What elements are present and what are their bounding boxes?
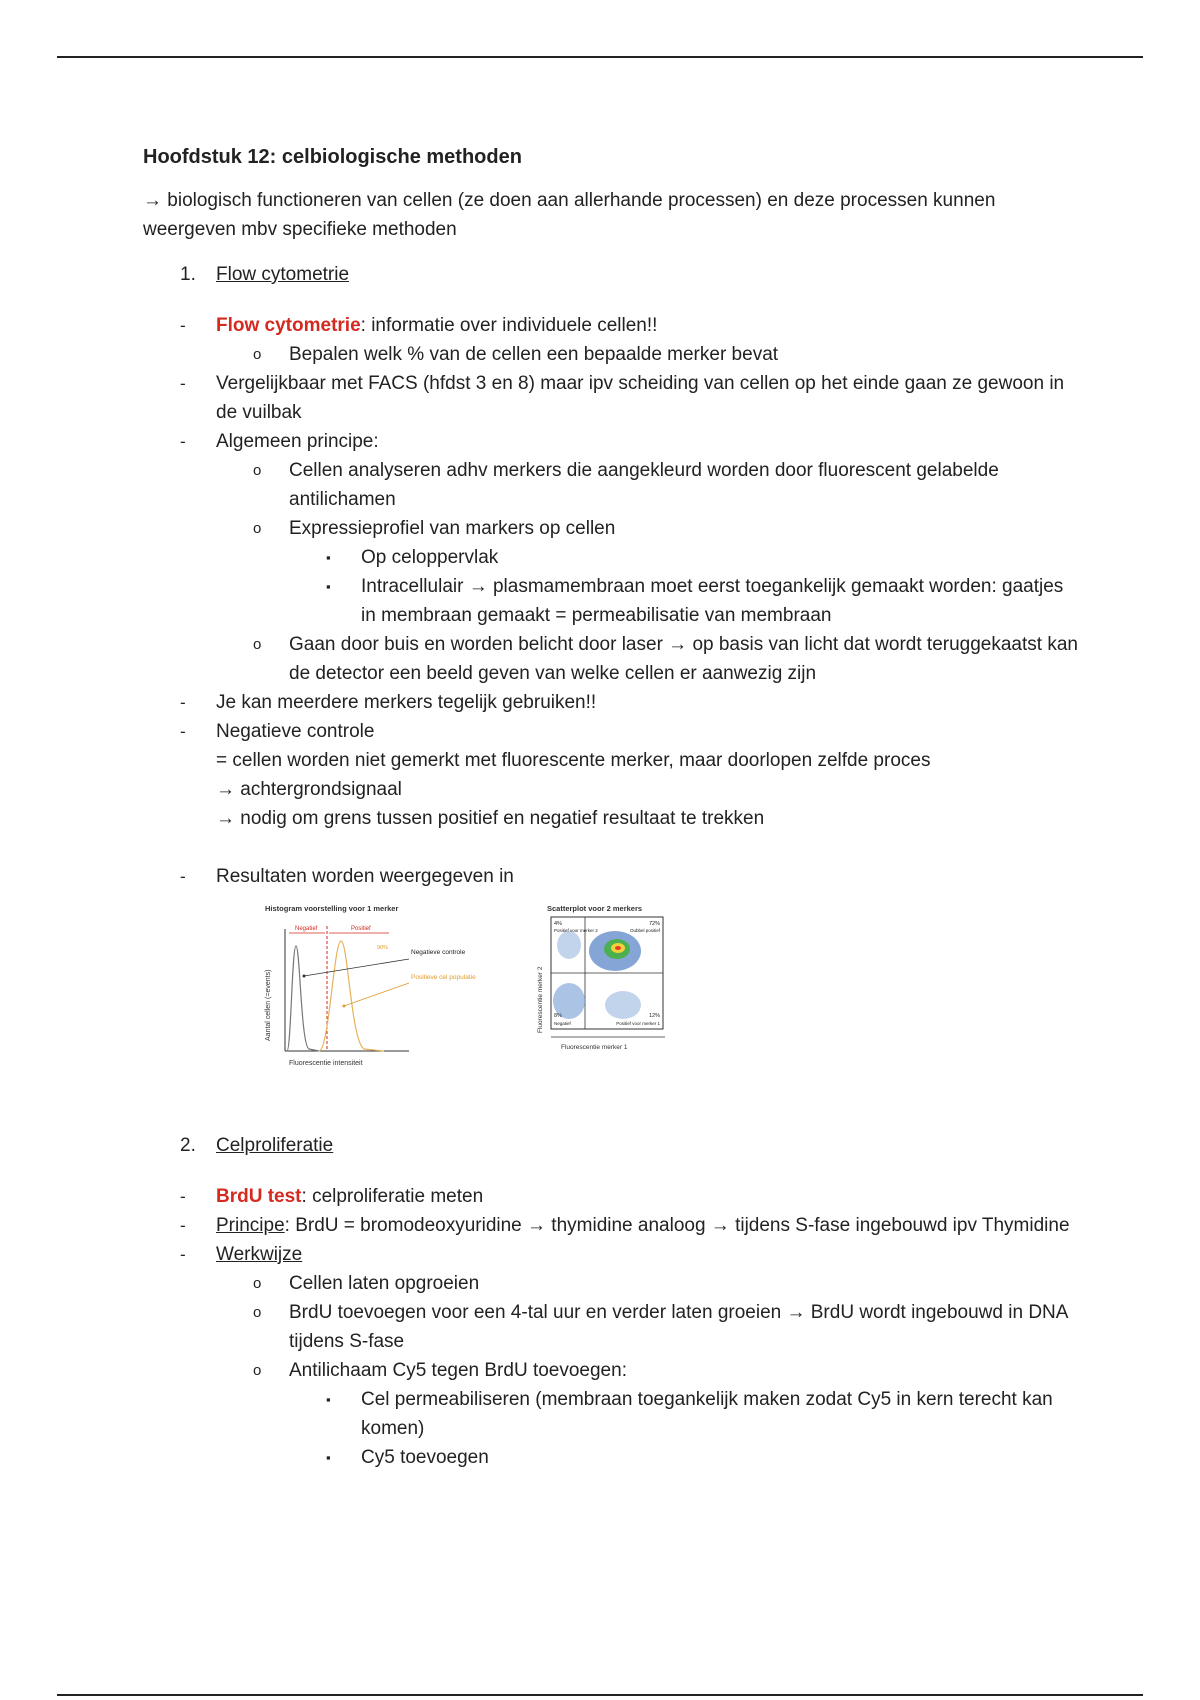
section-2-list [143, 1182, 1083, 1472]
list-item [143, 427, 1083, 456]
list-item-text: Cellen laten opgroeien [289, 1273, 480, 1294]
page-bottom-rule [57, 1694, 1143, 1696]
dash-marker: - [180, 1216, 186, 1235]
list-item-text: Negatieve controle [216, 721, 375, 742]
scatter-q-tl-pct: 4% [554, 921, 562, 927]
list-item-text: : BrdU = bromodeoxyuridine → thymidine analoog → tijdens S-fase ingebouwd ipv Thymidine [284, 1215, 1070, 1236]
section-1-title: Flow cytometrie [216, 264, 350, 285]
list-item [143, 1269, 1083, 1298]
dash-marker: - [180, 316, 186, 335]
histogram-label-pos-populatie: Positieve cel populatie [411, 974, 476, 981]
dash-marker: - [180, 722, 186, 741]
histogram-label-neg-controle: Negatieve controle [411, 949, 466, 956]
histogram-xlabel: Fluorescentie intensiteit [289, 1060, 363, 1067]
term-principe: Principe [216, 1215, 285, 1236]
list-item [143, 1211, 1083, 1240]
flow-cytometry-figures [143, 901, 1083, 1109]
circle-marker: o [253, 462, 262, 479]
cloud-merker-1 [605, 991, 641, 1019]
circle-marker: o [253, 346, 262, 363]
section-2-heading [143, 1131, 1083, 1160]
scatter-q-br-label: Positief voor merker 1 [616, 1021, 660, 1026]
list-item-text: Gaan door buis en worden belicht door laser → op basis van licht dat wordt teruggekaatst kan de detector een beeld geven van welke cellen er aanwezig zijn [289, 634, 1078, 684]
list-item [143, 514, 1083, 543]
dash-marker: - [180, 693, 186, 712]
list-item-text: Algemeen principe: [216, 431, 379, 452]
section-1-list [143, 311, 1083, 891]
list-item-text: Resultaten worden weergegeven in [216, 866, 514, 887]
list-item-text: Expressieprofiel van markers op cellen [289, 518, 616, 539]
arrow-dot [343, 1005, 346, 1008]
chapter-heading: Hoofdstuk 12: celbiologische methoden [143, 146, 522, 168]
dash-marker: - [180, 1187, 186, 1206]
list-item-text: Je kan meerdere merkers tegelijk gebruiken!! [216, 692, 597, 713]
square-marker: ▪ [326, 579, 331, 594]
section-1-number: 1. [180, 264, 196, 285]
list-item [143, 1385, 1083, 1443]
list-item [143, 369, 1083, 427]
scatter-q-br-pct: 12% [648, 1013, 660, 1019]
cloud-merker-2 [557, 931, 581, 959]
dash-marker: - [180, 374, 186, 393]
section-1-heading [143, 260, 1083, 289]
list-item [143, 340, 1083, 369]
term-flow-cytometrie: Flow cytometrie [216, 315, 361, 336]
dash-marker: - [180, 432, 186, 451]
arrow-positive-population [344, 983, 409, 1006]
square-marker: ▪ [326, 550, 331, 565]
list-item [143, 717, 1083, 833]
list-item-text: Cy5 toevoegen [361, 1447, 489, 1468]
term-werkwijze: Werkwijze [216, 1244, 303, 1265]
list-item [143, 1240, 1083, 1269]
circle-marker: o [253, 1362, 262, 1379]
circle-marker: o [253, 1304, 262, 1321]
histogram-label-negatief: Negatief [295, 926, 318, 932]
histogram-label-pct: 90% [377, 945, 389, 951]
list-item [143, 688, 1083, 717]
list-item-text: → achtergrondsignaal [216, 779, 402, 800]
list-item-text: : celproliferatie meten [301, 1186, 484, 1207]
circle-marker: o [253, 636, 262, 653]
list-item [143, 311, 1083, 340]
list-item [143, 543, 1083, 572]
section-2-title: Celproliferatie [216, 1135, 334, 1156]
scatter-q-bl-label: Negatief [554, 1021, 571, 1026]
list-item-text: Intracellulair → plasmamembraan moet eerst toegankelijk gemaakt worden: gaatjes in membraan gemaakt = permeabilisatie van membraan [361, 576, 1064, 626]
scatter-q-bl-pct: 8% [554, 1013, 562, 1019]
square-marker: ▪ [326, 1450, 331, 1465]
list-item-text: Vergelijkbaar met FACS (hfdst 3 en 8) maar ipv scheiding van cellen op het einde gaan ze gewoon in de vuilbak [216, 373, 1065, 423]
scatter-q-tr-pct: 72% [648, 921, 660, 927]
list-item-text: BrdU toevoegen voor een 4-tal uur en verder laten groeien → BrdU wordt ingebouwd in DNA tijdens S-fase [289, 1302, 1068, 1352]
histogram-label-positief: Positief [351, 926, 371, 932]
scatter-xlabel: Fluorescentie merker 1 [561, 1044, 628, 1051]
page-top-rule [57, 56, 1143, 58]
dash-marker: - [180, 1245, 186, 1264]
square-marker: ▪ [326, 1392, 331, 1407]
histogram-title: Histogram voorstelling voor 1 merker [265, 904, 399, 913]
list-item [143, 1356, 1083, 1385]
term-brdu-test: BrdU test [216, 1186, 302, 1207]
scatter-title: Scatterplot voor 2 merkers [547, 904, 643, 913]
cloud-density-peak [615, 946, 621, 950]
scatter-ylabel: Fluorescentie merker 2 [537, 966, 544, 1033]
list-item [143, 630, 1083, 688]
list-item [143, 862, 1083, 891]
section-2-number: 2. [180, 1135, 196, 1156]
scatter-q-tl-label: Positief voor merker 2 [554, 928, 598, 933]
list-item-text: : informatie over individuele cellen!! [360, 315, 658, 336]
list-item-text: Cel permeabiliseren (membraan toegankelijk maken zodat Cy5 in kern terecht kan komen) [361, 1389, 1053, 1439]
list-item-text: → nodig om grens tussen positief en negatief resultaat te trekken [216, 808, 765, 829]
negative-control-curve [287, 946, 319, 1051]
list-item [143, 1298, 1083, 1356]
dash-marker: - [180, 867, 186, 886]
list-item [143, 572, 1083, 630]
list-item [143, 1443, 1083, 1472]
list-item-text: Bepalen welk % van de cellen een bepaalde merker bevat [289, 344, 779, 365]
list-item [143, 1182, 1083, 1211]
spacer [143, 833, 1083, 862]
document-body [143, 142, 1083, 1472]
scatterplot-figure [533, 901, 693, 1067]
intro-paragraph: → biologisch functioneren van cellen (ze doen aan allerhande processen) en deze processen kunnen weergeven mbv specifieke methoden [143, 190, 996, 240]
list-item-text: Op celoppervlak [361, 547, 499, 568]
arrow-dot [303, 975, 306, 978]
histogram-ylabel: Aantal cellen (=events) [265, 969, 272, 1041]
circle-marker: o [253, 1275, 262, 1292]
arrow-negative-control [304, 959, 409, 976]
list-item [143, 456, 1083, 514]
scatter-q-tr-label: Dubbel positief [630, 928, 660, 933]
circle-marker: o [253, 520, 262, 537]
list-item-text: Antilichaam Cy5 tegen BrdU toevoegen: [289, 1360, 627, 1381]
histogram-figure [259, 901, 499, 1081]
positive-population-curve [319, 941, 384, 1051]
list-item-text: = cellen worden niet gemerkt met fluorescente merker, maar doorlopen zelfde proces [216, 750, 931, 771]
list-item-text: Cellen analyseren adhv merkers die aangekleurd worden door fluorescent gelabelde antilichamen [289, 460, 999, 510]
